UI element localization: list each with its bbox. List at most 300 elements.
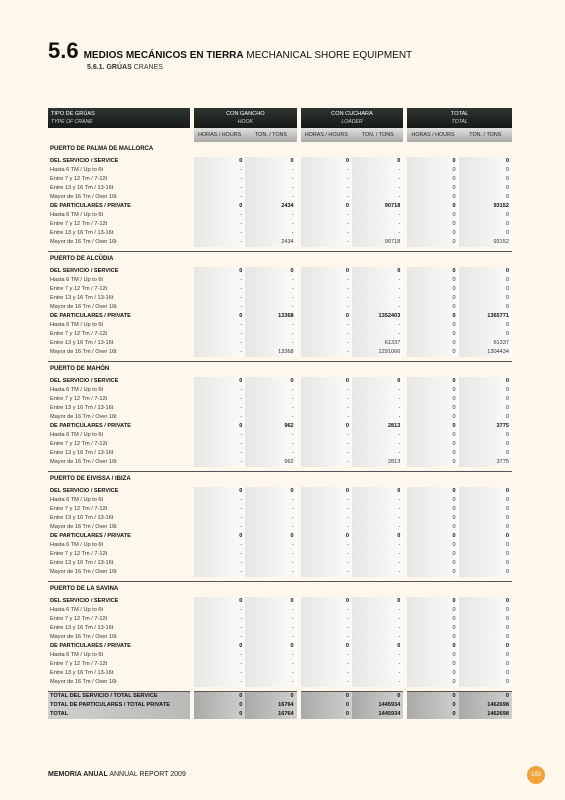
row-label: Hasta 6 TM / Up to 6t [50, 607, 104, 613]
value-cell: - [245, 404, 298, 413]
value-cell: 0 [459, 487, 512, 496]
value-cell: 0 [405, 330, 458, 339]
value-cell: 0 [459, 606, 512, 615]
value-cell: - [192, 193, 245, 202]
value-cell: 0 [459, 166, 512, 175]
value-cell: - [245, 339, 298, 348]
value-cell: - [245, 211, 298, 220]
value-cell: 93152 [459, 238, 512, 247]
value-cell: 0 [405, 431, 458, 440]
value-cell: 0 [405, 606, 458, 615]
value-cell: 0 [405, 175, 458, 184]
value-cell: - [192, 348, 245, 357]
table-row [48, 642, 512, 651]
value-cell: - [299, 523, 352, 532]
value-cell: 0 [405, 660, 458, 669]
value-cell: - [192, 285, 245, 294]
section-title-es: MEDIOS MECÁNICOS EN TIERRA [83, 50, 244, 61]
value-cell: - [192, 633, 245, 642]
value-cell: - [245, 633, 298, 642]
table-row [48, 285, 512, 294]
value-cell: - [352, 193, 405, 202]
table-row [48, 660, 512, 669]
value-cell: - [245, 431, 298, 440]
value-cell: 0 [299, 642, 352, 651]
value-cell: - [245, 505, 298, 514]
value-cell: 0 [405, 458, 458, 467]
value-cell: - [299, 550, 352, 559]
value-cell: - [299, 431, 352, 440]
value-cell: - [299, 348, 352, 357]
table-row [48, 669, 512, 678]
value-cell: 0 [459, 559, 512, 568]
value-cell: - [192, 606, 245, 615]
value-cell: 962 [245, 458, 298, 467]
value-cell: 0 [405, 678, 458, 687]
value-cell: 0 [405, 422, 458, 431]
value-cell: 0 [405, 541, 458, 550]
value-cell: - [299, 184, 352, 193]
value-cell: - [245, 413, 298, 422]
value-cell: 0 [405, 651, 458, 660]
value-cell: 0 [405, 440, 458, 449]
value-cell: 0 [245, 692, 298, 702]
value-cell: 0 [299, 692, 352, 702]
footer [48, 771, 186, 778]
value-cell: - [299, 559, 352, 568]
crane-type-header-es: TIPO DE GRÚAS [51, 111, 95, 117]
value-cell: - [352, 678, 405, 687]
row-label: Entre 13 y 16 Tm / 13-16t [50, 670, 114, 676]
value-cell: - [352, 541, 405, 550]
value-cell: - [245, 449, 298, 458]
value-cell: 0 [299, 267, 352, 276]
value-cell: 0 [405, 321, 458, 330]
crane-type-header-en: TYPE OF CRANE [51, 119, 93, 125]
table-row [48, 404, 512, 413]
value-cell: - [352, 404, 405, 413]
value-cell: 0 [299, 701, 352, 710]
value-cell: 0 [405, 184, 458, 193]
value-cell: - [245, 193, 298, 202]
row-label: DE PARTICULARES / PRIVATE [50, 533, 131, 539]
value-cell: - [192, 440, 245, 449]
value-cell: - [192, 294, 245, 303]
value-cell: 0 [352, 377, 405, 386]
table-row [48, 514, 512, 523]
value-cell: - [352, 633, 405, 642]
value-cell: 0 [192, 157, 245, 166]
value-cell: - [352, 431, 405, 440]
value-cell: 0 [459, 678, 512, 687]
table-row [48, 458, 512, 467]
value-cell: - [299, 330, 352, 339]
value-cell: - [192, 669, 245, 678]
value-cell: - [299, 568, 352, 577]
table-row [48, 386, 512, 395]
value-cell: 0 [245, 267, 298, 276]
value-cell: 0 [459, 550, 512, 559]
table-row [48, 377, 512, 386]
value-cell: 2813 [352, 422, 405, 431]
row-label: DE PARTICULARES / PRIVATE [50, 203, 131, 209]
value-cell: 1445934 [352, 701, 405, 710]
subcol-header: HORAS / HOURS [299, 128, 352, 142]
value-cell: - [245, 220, 298, 229]
value-cell: - [192, 523, 245, 532]
value-cell: - [352, 229, 405, 238]
value-cell: 0 [405, 303, 458, 312]
value-cell: - [245, 276, 298, 285]
value-cell: - [299, 404, 352, 413]
value-cell: - [245, 660, 298, 669]
row-label: Entre 13 y 16 Tm / 13-16t [50, 515, 114, 521]
value-cell: - [245, 303, 298, 312]
value-cell: 0 [245, 377, 298, 386]
group-header-en: TOTAL [451, 119, 468, 125]
row-label: Entre 7 y 12 Tm / 7-12t [50, 396, 108, 402]
row-label: DE PARTICULARES / PRIVATE [50, 643, 131, 649]
table-row [48, 193, 512, 202]
value-cell: 3775 [459, 458, 512, 467]
value-cell: 0 [405, 220, 458, 229]
value-cell: - [299, 294, 352, 303]
value-cell: - [299, 175, 352, 184]
value-cell: 0 [459, 413, 512, 422]
value-cell: - [299, 321, 352, 330]
value-cell: 0 [352, 597, 405, 606]
value-cell: - [192, 339, 245, 348]
value-cell: 1304434 [459, 348, 512, 357]
value-cell: - [352, 413, 405, 422]
value-cell: 0 [405, 710, 458, 719]
crane-type-header [48, 108, 192, 128]
row-label: Entre 7 y 12 Tm / 7-12t [50, 286, 108, 292]
row-label: DE PARTICULARES / PRIVATE [50, 423, 131, 429]
value-cell: - [299, 193, 352, 202]
value-cell: - [352, 523, 405, 532]
value-cell: - [352, 559, 405, 568]
value-cell: 0 [459, 285, 512, 294]
table-row [48, 431, 512, 440]
value-cell: 0 [299, 202, 352, 211]
value-cell: - [299, 505, 352, 514]
value-cell: - [299, 229, 352, 238]
header-row-subcols [48, 128, 512, 142]
table-row [48, 294, 512, 303]
value-cell: - [245, 541, 298, 550]
value-cell: - [245, 669, 298, 678]
value-cell: - [352, 651, 405, 660]
value-cell: 0 [245, 597, 298, 606]
value-cell: 1352403 [352, 312, 405, 321]
value-cell: 13368 [245, 312, 298, 321]
value-cell: 0 [459, 651, 512, 660]
value-cell: - [299, 458, 352, 467]
value-cell: 0 [405, 532, 458, 541]
row-label: Entre 7 y 12 Tm / 7-12t [50, 616, 108, 622]
value-cell: 0 [405, 276, 458, 285]
value-cell: 0 [459, 175, 512, 184]
value-cell: 0 [192, 597, 245, 606]
table-row [48, 701, 512, 710]
value-cell: - [192, 413, 245, 422]
value-cell: - [299, 651, 352, 660]
value-cell: 0 [459, 220, 512, 229]
table-row [48, 413, 512, 422]
cranes-table-wrapper [48, 108, 512, 719]
table-row [48, 559, 512, 568]
value-cell: 0 [459, 633, 512, 642]
port-row [48, 472, 512, 488]
value-cell: - [245, 615, 298, 624]
table-row [48, 312, 512, 321]
table-row [48, 321, 512, 330]
value-cell: - [352, 166, 405, 175]
value-cell: - [352, 321, 405, 330]
value-cell: - [299, 339, 352, 348]
row-label: Mayor de 16 Tm / Over 16t [50, 194, 117, 200]
row-label: Mayor de 16 Tm / Over 16t [50, 239, 117, 245]
value-cell: - [352, 550, 405, 559]
value-cell: 0 [459, 377, 512, 386]
table-row [48, 505, 512, 514]
value-cell: 0 [459, 642, 512, 651]
value-cell: - [352, 211, 405, 220]
row-label: Entre 7 y 12 Tm / 7-12t [50, 551, 108, 557]
value-cell: - [299, 514, 352, 523]
row-label: Hasta 6 TM / Up to 6t [50, 542, 104, 548]
section-number: 5.6 [48, 38, 79, 63]
value-cell: - [192, 276, 245, 285]
value-cell: 1365771 [459, 312, 512, 321]
row-label: Mayor de 16 Tm / Over 16t [50, 304, 117, 310]
port-name: PUERTO DE EIVISSA / IBIZA [48, 472, 512, 488]
subsection-title-en: CRANES [133, 64, 163, 71]
value-cell: - [192, 624, 245, 633]
value-cell: - [245, 678, 298, 687]
value-cell: - [352, 303, 405, 312]
table-row [48, 175, 512, 184]
value-cell: 0 [459, 505, 512, 514]
value-cell: - [352, 386, 405, 395]
group-header-en: LOADER [341, 119, 363, 125]
row-label: Entre 13 y 16 Tm / 13-16t [50, 340, 114, 346]
row-label: Hasta 6 TM / Up to 6t [50, 387, 104, 393]
value-cell: 0 [192, 701, 245, 710]
value-cell: - [245, 330, 298, 339]
value-cell: - [192, 166, 245, 175]
value-cell: - [192, 175, 245, 184]
subcol-header: TON. / TONS [245, 128, 298, 142]
value-cell: - [352, 660, 405, 669]
value-cell: 0 [405, 624, 458, 633]
value-cell: - [299, 285, 352, 294]
value-cell: - [245, 184, 298, 193]
header-row-groups [48, 108, 512, 128]
value-cell: 2434 [245, 202, 298, 211]
table-row [48, 184, 512, 193]
table-row [48, 339, 512, 348]
value-cell: - [245, 166, 298, 175]
row-label: DEL SERVICIO / SERVICE [50, 488, 119, 494]
value-cell: 0 [192, 312, 245, 321]
value-cell: - [299, 449, 352, 458]
value-cell: - [245, 523, 298, 532]
row-label: Hasta 6 TM / Up to 6t [50, 212, 104, 218]
value-cell: 16764 [245, 710, 298, 719]
value-cell: 0 [459, 449, 512, 458]
value-cell: - [192, 220, 245, 229]
value-cell: 0 [192, 692, 245, 702]
value-cell: - [352, 669, 405, 678]
table-row [48, 678, 512, 687]
table-body [48, 142, 512, 719]
subsection-title [87, 64, 163, 71]
row-label: DEL SERVICIO / SERVICE [50, 158, 119, 164]
value-cell: - [299, 211, 352, 220]
table-row [48, 238, 512, 247]
row-label: DEL SERVICIO / SERVICE [50, 598, 119, 604]
value-cell: - [192, 651, 245, 660]
value-cell: 0 [405, 157, 458, 166]
value-cell: 0 [405, 193, 458, 202]
table-row [48, 276, 512, 285]
table-row [48, 330, 512, 339]
row-label: Mayor de 16 Tm / Over 16t [50, 459, 117, 465]
value-cell: 0 [459, 157, 512, 166]
value-cell: 0 [459, 532, 512, 541]
value-cell: 0 [459, 229, 512, 238]
value-cell: 0 [405, 496, 458, 505]
value-cell: - [192, 303, 245, 312]
value-cell: - [245, 559, 298, 568]
row-label: Hasta 6 TM / Up to 6t [50, 322, 104, 328]
value-cell: - [299, 276, 352, 285]
table-row [48, 532, 512, 541]
row-label: Entre 13 y 16 Tm / 13-16t [50, 295, 114, 301]
table-row [48, 606, 512, 615]
row-label: Hasta 6 TM / Up to 6t [50, 167, 104, 173]
value-cell: - [352, 294, 405, 303]
value-cell: 0 [459, 660, 512, 669]
row-label: Hasta 6 TM / Up to 6t [50, 277, 104, 283]
table-row [48, 568, 512, 577]
value-cell: 0 [352, 487, 405, 496]
value-cell: 0 [405, 395, 458, 404]
value-cell: - [245, 514, 298, 523]
value-cell: 0 [459, 615, 512, 624]
value-cell: - [299, 413, 352, 422]
table-row [48, 157, 512, 166]
value-cell: - [245, 624, 298, 633]
value-cell: 0 [299, 487, 352, 496]
table-row [48, 487, 512, 496]
value-cell: 0 [405, 294, 458, 303]
value-cell: - [352, 220, 405, 229]
port-row [48, 252, 512, 268]
value-cell: 0 [459, 276, 512, 285]
port-name: PUERTO DE LA SAVINA [48, 582, 512, 598]
row-label: Entre 13 y 16 Tm / 13-16t [50, 560, 114, 566]
table-row [48, 303, 512, 312]
value-cell: 0 [405, 701, 458, 710]
section-title [84, 50, 413, 61]
value-cell: 0 [459, 541, 512, 550]
row-label: DEL SERVICIO / SERVICE [50, 268, 119, 274]
value-cell: 0 [459, 321, 512, 330]
group-header-loader [299, 108, 406, 128]
table-row [48, 166, 512, 175]
header-blank-cell [48, 128, 192, 142]
value-cell: 0 [299, 710, 352, 719]
value-cell: 0 [192, 487, 245, 496]
value-cell: 0 [405, 339, 458, 348]
value-cell: 0 [459, 184, 512, 193]
group-header-es: TOTAL [450, 111, 469, 117]
value-cell: 1462698 [459, 710, 512, 719]
table-row [48, 597, 512, 606]
value-cell: 0 [459, 303, 512, 312]
row-label: Entre 7 y 12 Tm / 7-12t [50, 441, 108, 447]
value-cell: 0 [192, 532, 245, 541]
value-cell: 0 [405, 348, 458, 357]
value-cell: 0 [352, 267, 405, 276]
value-cell: 0 [352, 692, 405, 702]
value-cell: - [192, 615, 245, 624]
section-header [48, 38, 412, 64]
port-name: PUERTO DE PALMA DE MALLORCA [50, 146, 154, 152]
row-label: Mayor de 16 Tm / Over 16t [50, 679, 117, 685]
group-header-es: CON GANCHO [226, 111, 265, 117]
table-row [48, 523, 512, 532]
value-cell: 0 [299, 312, 352, 321]
value-cell: - [245, 395, 298, 404]
value-cell: - [352, 449, 405, 458]
value-cell: 0 [405, 692, 458, 702]
value-cell: 0 [192, 710, 245, 719]
value-cell: - [352, 276, 405, 285]
table-row [48, 692, 512, 702]
value-cell: - [352, 175, 405, 184]
table-row [48, 267, 512, 276]
value-cell: - [245, 550, 298, 559]
row-label: DE PARTICULARES / PRIVATE [50, 313, 131, 319]
table-row [48, 395, 512, 404]
row-label: Entre 7 y 12 Tm / 7-12t [50, 661, 108, 667]
port-row [48, 582, 512, 598]
value-cell: - [245, 175, 298, 184]
table-row [48, 633, 512, 642]
value-cell: 0 [192, 422, 245, 431]
table-row [48, 422, 512, 431]
row-label: Hasta 6 TM / Up to 6t [50, 432, 104, 438]
value-cell: - [192, 678, 245, 687]
value-cell: 0 [459, 193, 512, 202]
value-cell: 962 [245, 422, 298, 431]
group-header-es: CON CUCHARA [331, 111, 373, 117]
value-cell: 0 [405, 238, 458, 247]
value-cell: 0 [459, 523, 512, 532]
value-cell: - [192, 184, 245, 193]
value-cell: - [299, 678, 352, 687]
row-label: DEL SERVICIO / SERVICE [50, 378, 119, 384]
subcol-header: TON. / TONS [459, 128, 512, 142]
value-cell: - [192, 330, 245, 339]
value-cell: - [192, 431, 245, 440]
row-label: Entre 13 y 16 Tm / 13-16t [50, 185, 114, 191]
value-cell: - [192, 321, 245, 330]
